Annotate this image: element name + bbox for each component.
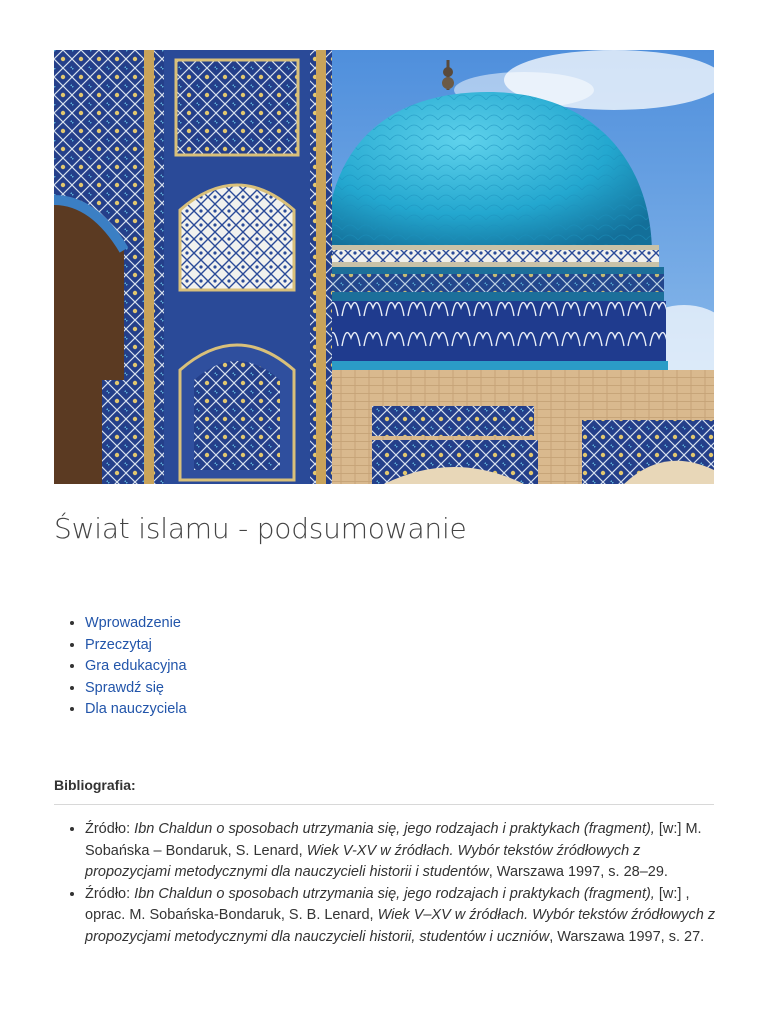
- entry-book-title: Wiek V-XV w źródłach. Wybór tekstów źródłowych z propozycjami metodycznymi dla nauczycieli historii i studentów: [85, 842, 641, 881]
- entry-publication: , Warszawa 1997, s. 27.: [549, 928, 705, 945]
- entry-publication: , Warszawa 1997, s. 28–29.: [488, 864, 668, 881]
- bibliography-entry: [85, 884, 727, 949]
- entry-prefix: Źródło:: [85, 821, 135, 837]
- divider: [54, 804, 714, 805]
- entry-book-title: Wiek V–XV w źródłach. Wybór tekstów źródłowych z propozycjami metodycznymi dla nauczycieli historii, studentów i uczniów: [85, 907, 716, 945]
- entry-authors: [w:] M. Sobańska – Bondaruk, S. Lenard,: [85, 821, 702, 859]
- nav-link-wprowadzenie[interactable]: Wprowadzenie: [85, 615, 181, 631]
- nav-link-przeczytaj[interactable]: Przeczytaj: [85, 636, 152, 653]
- nav-link-dla-nauczyciela[interactable]: Dla nauczyciela: [85, 701, 187, 718]
- nav-link-sprawdz-sie[interactable]: Sprawdź się: [85, 679, 164, 696]
- bibliography-list: [54, 819, 727, 949]
- entry-authors: [w:] , oprac. M. Sobańska-Bondaruk, S. B. Lenard,: [85, 885, 690, 924]
- section-nav: [54, 613, 187, 721]
- entry-source-title: Ibn Chaldun o sposobach utrzymania się, jego rodzajach i praktykach (fragment),: [134, 885, 655, 902]
- nav-link-gra-edukacyjna[interactable]: Gra edukacyjna: [85, 658, 187, 675]
- hero-image: [54, 50, 714, 484]
- list-item: [85, 635, 187, 657]
- bibliography-heading: Bibliografia:: [54, 777, 136, 793]
- bibliography-entry: [85, 819, 727, 884]
- list-item: [85, 656, 187, 678]
- list-item: [85, 678, 187, 700]
- list-item: [85, 699, 187, 721]
- page-title: Świat islamu - podsumowanie: [54, 512, 467, 545]
- entry-source-title: Ibn Chaldun o sposobach utrzymania się, jego rodzajach i praktykach (fragment),: [134, 821, 655, 837]
- list-item: [85, 613, 187, 635]
- entry-prefix: Źródło:: [85, 885, 135, 902]
